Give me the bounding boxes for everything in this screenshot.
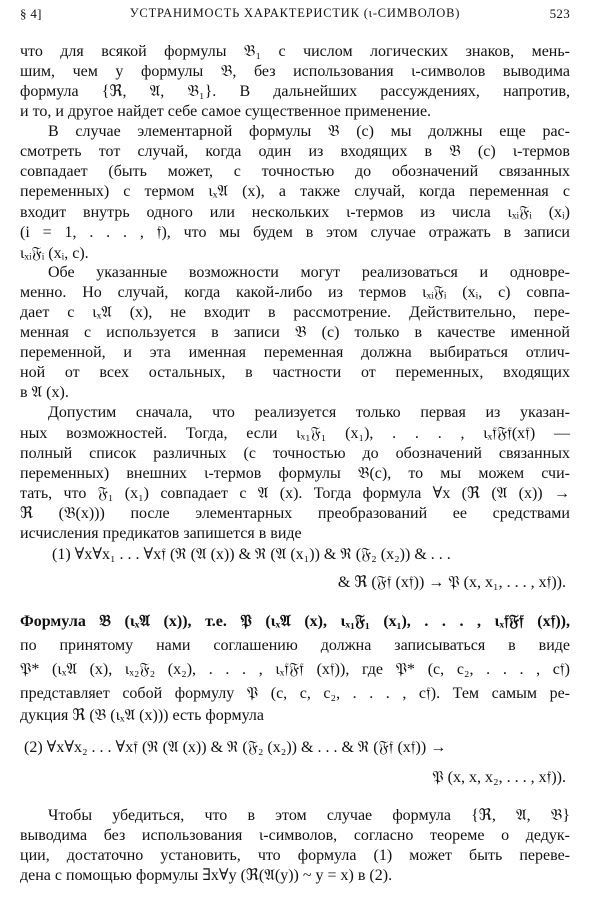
text-line: тать, что 𝔉₁ (x₁) совпадает с 𝔄 (x). Тогда формула ∀x (ℜ (𝔄 (x)) → — [20, 485, 570, 502]
text-line: входит внутрь одного или нескольких ι-термов из числа ιₓᵢ𝔉ᵢ (xᵢ) — [20, 204, 570, 221]
page-number: 523 — [549, 6, 570, 21]
text-line: в 𝔄 (x). — [20, 384, 69, 401]
text-line: переменной, и эта именная переменная должна выбираться отлич- — [20, 344, 570, 361]
text-line: смотреть тот случай, когда один из входящих в 𝔅 (c) ι-термов — [20, 143, 570, 160]
formula-2-line-2: 𝔓 (x, x, x₂, . . . , x𝔣)). — [432, 769, 566, 786]
text-line: ιₓᵢ𝔉ᵢ (xᵢ, c). — [20, 245, 89, 262]
running-header — [20, 6, 570, 28]
text-line: 𝔓* (ιₓ𝔄 (x), ιₓ₂𝔉₂ (x₂), . . . , ιₓ𝔣𝔉𝔣 (x𝔣)), где 𝔓* (c, c₂, . . . , c𝔣) — [20, 661, 570, 678]
formula-1-line-1: (1) ∀x∀x₁ . . . ∀x𝔣 (ℜ (𝔄 (x)) & ℜ (𝔄 (x₁)) & ℜ (𝔉₂ (x₂)) & . . . — [52, 546, 451, 563]
text-line: менно. Но случай, когда какой-либо из термов ιₓᵢ𝔉ᵢ (xᵢ, c) совпа- — [20, 284, 570, 301]
text-line: ной от всех остальных, в частности от переменных, входящих — [20, 364, 570, 381]
text-line: исчисления предикатов запишется в виде — [20, 525, 302, 542]
text-line: что для всякой формулы 𝔅₁ с числом логических знаков, мень- — [20, 43, 570, 60]
text-line: дает с ιₓ𝔄 (x), не входит в рассмотрение. Действительно, пере- — [20, 304, 570, 321]
formula-2-line-1: (2) ∀x∀x₂ . . . ∀x𝔣 (ℜ (𝔄 (x)) & ℜ (𝔉₂ (x₂)) & . . . & ℜ (𝔉𝔣 (x𝔣)) → — [24, 739, 447, 756]
text-line: ных возможностей. Тогда, если ιₓ₁𝔉₁ (x₁), . . . , ιₓ𝔣𝔉𝔣(x𝔣) — — [20, 425, 570, 442]
text-line: и то, и другое найдет себе самое существенное применение. — [20, 103, 432, 120]
text-line: дена с помощью формулы ∃x∀y (ℜ(𝔄(y)) ~ y = x) в (2). — [20, 867, 393, 884]
text-line: по принятому нами соглашению должна записываться в виде — [20, 637, 570, 654]
text-line: ℜ (𝔅(x))) после элементарных преобразований ее средствами — [20, 505, 570, 522]
text-line: менная c используется в записи 𝔅 (c) только в качестве именной — [20, 324, 570, 341]
section-marker: § 4] — [20, 6, 42, 21]
running-title: УСТРАНИМОСТЬ ХАРАКТЕРИСТИК (ι-СИМВОЛОВ) — [129, 6, 461, 20]
text-line: представляет собой формулу 𝔓 (c, c, c₂, . . . , c𝔣). Тем самым ре- — [20, 685, 570, 702]
text-line: дукция ℜ (𝔅 (ιₓ𝔄 (x))) есть формула — [20, 707, 265, 724]
formula-1-line-2: & ℜ (𝔉𝔣 (x𝔣)) → 𝔓 (x, x₁, . . . , x𝔣)). — [337, 574, 566, 591]
text-line: Допустим сначала, что реализуется только первая из указан- — [48, 404, 570, 421]
text-line: Формула 𝔅 (ιₓ𝔄 (x)), т.е. 𝔓 (ιₓ𝔄 (x), ιₓ₁𝔉₁ (x₁), . . . , ιₓ𝔣𝔉𝔣 (x𝔣)), — [20, 613, 570, 630]
text-line: В случае элементарной формулы 𝔅 (c) мы должны еще рас- — [48, 123, 570, 140]
text-line: переменных) с термом ιₓ𝔄 (x), а также случай, когда переменная c — [20, 183, 570, 200]
text-line: (i = 1, . . . , 𝔣), что мы будем в этом случае отражать в записи — [20, 224, 570, 241]
text-line: выводима без использования ι-символов, согласно теореме о дедук- — [20, 827, 570, 844]
text-line: шим, чем у формулы 𝔅, без использования ι-символов выводима — [20, 63, 570, 80]
text-line: переменных) внешних ι-термов формулы 𝔅(c), то мы можем счи- — [20, 465, 570, 482]
text-line: полный список различных (с точностью до обозначений связанных — [20, 445, 570, 462]
text-line: Обе указанные возможности могут реализоваться и одновре- — [48, 264, 570, 281]
text-line: формула {ℜ, 𝔄, 𝔅₁}. В дальнейших рассуждениях, напротив, — [20, 83, 570, 100]
text-line: ции, достаточно установить, что формула (1) может быть переве- — [20, 847, 570, 864]
text-line: Чтобы убедиться, что в этом случае формула {ℜ, 𝔄, 𝔅} — [48, 807, 570, 824]
text-line: совпадает (быть может, с точностью до обозначений связанных — [20, 163, 570, 180]
